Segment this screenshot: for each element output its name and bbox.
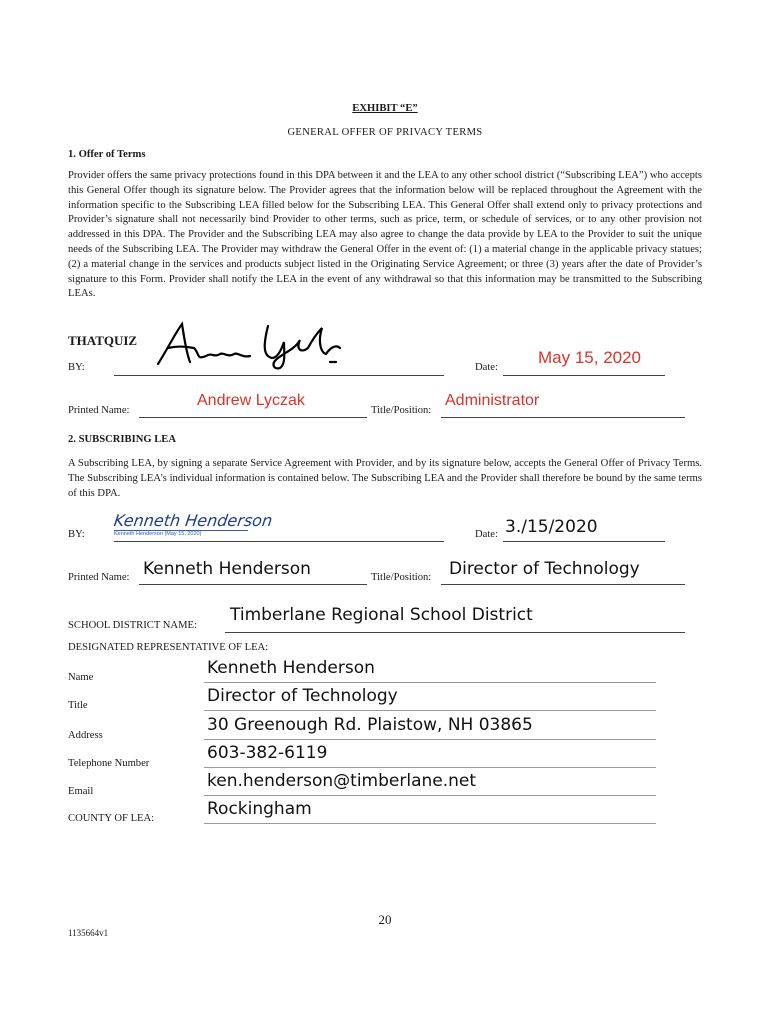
lea-title-label: Title/Position: [371, 572, 432, 583]
provider-title-line [441, 417, 685, 418]
lea-title-value[interactable]: Director of Technology [449, 559, 640, 579]
lea-signature-line [114, 541, 444, 542]
school-district-value[interactable]: Timberlane Regional School District [230, 605, 533, 625]
lea-date-value[interactable]: 3./15/2020 [505, 517, 598, 537]
lea-signature-caption: Kenneth Henderson (May 15, 2020) [114, 531, 202, 537]
lea-title-line [441, 584, 685, 585]
rep-address-value[interactable]: 30 Greenough Rd. Plaistow, NH 03865 [207, 715, 533, 735]
rep-county-value[interactable]: Rockingham [207, 799, 312, 819]
rep-title-label: Title [68, 700, 88, 711]
rep-county-label: COUNTY OF LEA: [68, 813, 155, 824]
provider-signature-line [114, 375, 444, 376]
page-number: 20 [378, 912, 392, 927]
exhibit-title: EXHIBIT “E” [352, 103, 418, 114]
rep-telephone-line [204, 767, 656, 768]
lea-by-label: BY: [68, 529, 85, 540]
provider-signature [150, 318, 350, 370]
provider-title-value[interactable]: Administrator [445, 392, 540, 409]
provider-date-value[interactable]: May 15, 2020 [538, 348, 642, 367]
rep-name-value[interactable]: Kenneth Henderson [207, 658, 375, 678]
provider-printed-name-line [139, 417, 367, 418]
document-id: 1135664v1 [68, 928, 109, 938]
section2-body: A Subscribing LEA, by signing a separate Service Agreement with Provider, and by its signature below, accepts the General Offer of Privacy Terms. The Subscribing LEA’s individual information is contained below. The Subscribing LEA and the Provider shall therefore be bound by the same terms of this DPA. [68, 458, 702, 499]
provider-date-line [503, 375, 665, 376]
rep-county-line [204, 823, 656, 824]
rep-title-line [204, 710, 656, 711]
section1-heading: 1. Offer of Terms [68, 149, 146, 160]
lea-date-line [503, 541, 665, 542]
rep-email-line [204, 795, 656, 796]
rep-address-line [204, 739, 656, 740]
rep-telephone-label: Telephone Number [68, 758, 150, 769]
section1-body: Provider offers the same privacy protections found in this DPA between it and the LEA to any other school district (“Subscribing LEA”) who accepts this General Offer though its signature below. The Provider agrees that the information below will be replaced throughout the Agreement with the information specific to the Subscribing LEA filled below for the Subscribing LEA. This General Offer shall extend only to privacy protections and Provider’s signature shall not necessarily bind Provider to other terms, such as price, term, or schedule of services, or to any other provision not addressed in this DPA. The Provider and the Subscribing LEA may also agree to change the data provide by LEA to the Provider to suit the unique needs of the Subscribing LEA. The Provider may withdraw the General Offer in the event of: (1) a material change in the applicable privacy statues; (2) a material change in the services and products subject listed in the Originating Service Agreement; or three (3) years after the date of Provider’s signature to this Form. Provider shall notify the LEA in the event of any withdrawal so that this information may be transmitted to the Subscribing LEAs. [68, 170, 702, 300]
designated-rep-label: DESIGNATED REPRESENTATIVE OF LEA: [68, 642, 269, 653]
provider-printed-name-label: Printed Name: [68, 405, 130, 416]
lea-printed-name-label: Printed Name: [68, 572, 130, 583]
school-district-line [225, 632, 685, 633]
lea-date-label: Date: [475, 529, 498, 540]
rep-name-line [204, 682, 656, 683]
rep-title-value[interactable]: Director of Technology [207, 686, 398, 706]
rep-email-value[interactable]: ken.henderson@timberlane.net [207, 771, 477, 791]
general-offer-title: GENERAL OFFER OF PRIVACY TERMS [287, 127, 483, 138]
provider-title-label: Title/Position: [371, 405, 432, 416]
provider-by-label: BY: [68, 362, 85, 373]
rep-address-label: Address [68, 730, 103, 741]
provider-name: THATQUIZ [68, 333, 138, 348]
provider-date-label: Date: [475, 362, 498, 373]
rep-name-label: Name [68, 672, 94, 683]
lea-printed-name-line [139, 584, 367, 585]
section2-heading: 2. SUBSCRIBING LEA [68, 434, 177, 445]
lea-signature: Kenneth Henderson [112, 511, 274, 530]
rep-telephone-value[interactable]: 603-382-6119 [207, 743, 328, 763]
rep-email-label: Email [68, 786, 94, 797]
lea-printed-name-value[interactable]: Kenneth Henderson [143, 559, 311, 579]
provider-printed-name-value[interactable]: Andrew Lyczak [197, 392, 305, 409]
school-district-label: SCHOOL DISTRICT NAME: [68, 620, 197, 631]
